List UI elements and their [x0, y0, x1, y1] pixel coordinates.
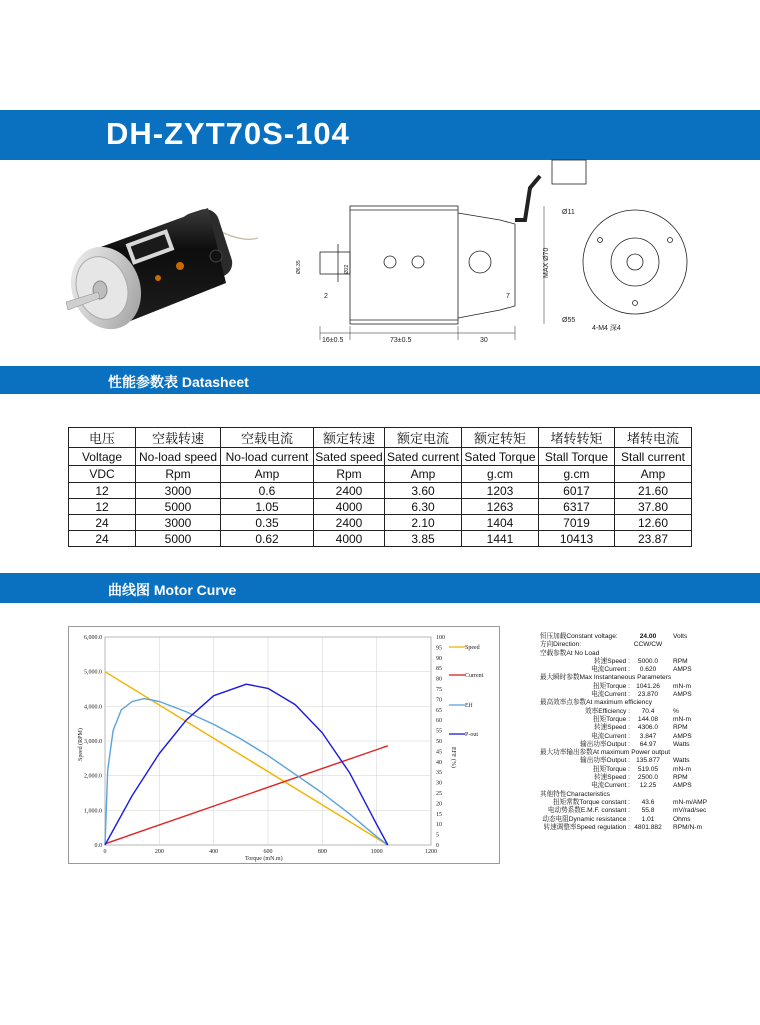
table-cell: 2400 — [314, 483, 385, 499]
header-cell: Sated speed — [315, 449, 383, 464]
legend-label: Current — [465, 673, 484, 679]
table-cell: 6017 — [539, 483, 615, 499]
param-value: 4801.882 — [634, 823, 662, 831]
header-cell: Stall Torque — [539, 448, 615, 466]
x-tick-label: 600 — [263, 849, 273, 855]
y2-tick-label: 65 — [436, 707, 442, 714]
y2-tick-label: 80 — [436, 676, 442, 683]
param-value: 519.05 — [637, 765, 659, 773]
param-label: 恒压加载Constant voltage: — [540, 633, 618, 640]
header-cell: No-load current — [221, 448, 314, 466]
param-row — [540, 816, 750, 824]
y-tick-label: 1,000.0 — [84, 808, 102, 815]
motor-photo — [58, 188, 258, 348]
param-label: 扭矩Torque : — [592, 682, 630, 690]
param-label: 输出功率Output : — [580, 740, 630, 748]
table-cell: 0.6 — [221, 483, 314, 499]
table-cell: 6.30 — [385, 499, 462, 515]
unit-cell: g.cm — [462, 466, 539, 483]
param-unit: AMPS — [673, 666, 692, 674]
header-cell: 空载电流 — [221, 428, 314, 448]
table-row — [69, 483, 692, 499]
unit-cell: VDC — [69, 466, 136, 483]
table-cell: 1263 — [462, 499, 539, 515]
motor-curve-heading: 曲线图 Motor Curve — [108, 582, 237, 598]
dim-bolt-circle: Ø55 — [562, 317, 576, 324]
x-axis-label: Torque (mN.m) — [245, 856, 283, 862]
dim-shaft-dia: Ø6.35 — [296, 260, 302, 274]
y2-tick-label: 30 — [436, 780, 442, 787]
table-cell: 1404 — [462, 515, 539, 531]
table-cell: 3000 — [136, 483, 221, 499]
param-unit: RPM/N-m — [673, 823, 702, 831]
header-cell: 额定转速 — [314, 428, 385, 448]
param-row — [540, 741, 750, 749]
table-cell: 12.60 — [615, 515, 692, 531]
param-label: 电流Current : — [591, 691, 630, 699]
param-row — [540, 699, 750, 707]
param-value: 70.4 — [641, 707, 655, 715]
table-header-cn — [69, 428, 692, 448]
param-label: 输出功率Output : — [580, 757, 630, 765]
param-row — [540, 716, 750, 724]
table-cell: 0.35 — [221, 515, 314, 531]
unit-cell: Amp — [615, 466, 692, 483]
param-unit: AMPS — [673, 732, 692, 740]
param-row — [540, 782, 750, 790]
param-row — [540, 641, 750, 649]
y2-tick-label: 0 — [436, 843, 439, 849]
unit-cell: Amp — [221, 466, 314, 483]
y2-tick-label: 75 — [436, 687, 442, 693]
table-cell: 2.10 — [385, 515, 462, 531]
param-unit: % — [673, 707, 679, 715]
y2-tick-label: 35 — [436, 770, 442, 777]
y2-tick-label: 40 — [436, 759, 442, 766]
y-tick-label: 6,000.0 — [84, 635, 102, 641]
param-label: 动态电阻Dynamic resistance : — [542, 815, 630, 823]
param-label: 扭矩Torque : — [592, 765, 630, 773]
param-label: 转速Speed : — [594, 724, 630, 732]
param-label: 扭矩常数Torque constant : — [553, 798, 630, 806]
param-row — [540, 757, 750, 765]
param-label: 效率Efficiency : — [585, 707, 630, 715]
motor-curve-chart — [68, 626, 500, 864]
param-unit: mN-m — [673, 682, 691, 690]
table-cell: 2400 — [314, 515, 385, 531]
header-cell: Sated current — [385, 448, 462, 466]
y2-tick-label: 85 — [436, 666, 442, 673]
title-band — [0, 110, 760, 160]
y-tick-label: 3,000.0 — [84, 739, 102, 745]
header-cell: 额定电流 — [385, 428, 462, 448]
dim-body: 73±0.5 — [390, 337, 412, 344]
unit-cell: Amp — [385, 466, 462, 483]
param-label: 电流Current : — [591, 782, 630, 790]
y2-tick-label: 50 — [436, 739, 442, 745]
dim-shaft: 16±0.5 — [322, 337, 344, 344]
table-row — [69, 515, 692, 531]
param-row — [540, 683, 750, 691]
dim-diameter: MAX Ø70 — [543, 247, 550, 278]
param-label: 扭矩Torque : — [592, 715, 630, 723]
param-unit: mN-m/AMP — [673, 798, 708, 806]
motor-parameters — [540, 633, 750, 832]
x-tick-label: 400 — [209, 849, 219, 855]
param-value: 23.870 — [637, 691, 659, 699]
technical-drawing — [290, 158, 710, 348]
y-tick-label: 4,000.0 — [84, 704, 102, 711]
header-cell: 额定转矩 — [462, 428, 539, 448]
table-row — [69, 499, 692, 515]
param-value: CCW/CW — [633, 641, 663, 649]
table-cell: 12 — [69, 499, 136, 515]
table-cell: 24 — [69, 515, 136, 531]
param-label: 最大功率输出参数At maximum Power output — [540, 749, 671, 757]
param-unit: RPM — [673, 724, 688, 732]
unit-cell: g.cm — [539, 466, 615, 483]
param-unit: mN-m — [673, 765, 691, 773]
param-label: 其他特性Characteristics — [540, 790, 610, 798]
param-unit: mN-m — [673, 715, 691, 723]
table-cell: 21.60 — [615, 483, 692, 499]
y-tick-label: 2,000.0 — [84, 773, 102, 780]
dim-rear: 30 — [480, 337, 488, 344]
y2-tick-label: 55 — [436, 728, 442, 735]
param-value: 0.620 — [639, 666, 657, 674]
param-row — [540, 658, 750, 666]
x-tick-label: 0 — [103, 849, 107, 855]
y2-tick-label: 5 — [436, 832, 439, 839]
header-cell: 堵转电流 — [615, 428, 692, 448]
param-label: 最高效率点参数At maximum efficiency — [540, 699, 652, 707]
table-cell: 1203 — [462, 483, 539, 499]
x-tick-label: 1200 — [425, 849, 437, 855]
table-cell: 23.87 — [615, 531, 692, 547]
table-cell: 6317 — [539, 499, 615, 515]
chart-svg — [69, 627, 499, 863]
param-value: 2500.0 — [637, 774, 659, 782]
param-unit: mV/rad/sec — [673, 807, 707, 815]
param-unit: AMPS — [673, 691, 692, 699]
param-unit: Volts — [673, 633, 688, 640]
table-cell: 24 — [69, 531, 136, 547]
param-label: 转速Speed : — [594, 774, 630, 782]
param-value: 5000.0 — [637, 657, 659, 665]
y2-tick-label: 20 — [436, 801, 442, 808]
param-unit: Ohms — [673, 815, 691, 823]
x-tick-label: 800 — [317, 849, 327, 855]
spec-table — [68, 427, 692, 547]
param-row — [540, 799, 750, 807]
table-cell: 4000 — [314, 531, 385, 547]
x-tick-label: 1000 — [370, 849, 383, 855]
y2-tick-label: 100 — [436, 635, 445, 641]
legend-label: P-out — [465, 732, 479, 738]
param-row — [540, 749, 750, 757]
param-value: 3.847 — [639, 732, 657, 740]
table-cell: 4000 — [314, 499, 385, 515]
param-label: 空载参数At No Load — [540, 649, 600, 657]
param-value: 43.6 — [641, 798, 655, 806]
param-value: 24.00 — [639, 633, 657, 640]
param-row — [540, 824, 750, 832]
param-row — [540, 807, 750, 815]
param-value: 12.25 — [639, 782, 657, 790]
y2-tick-label: 45 — [436, 749, 442, 756]
param-label: 转速Speed : — [594, 657, 630, 665]
y2-tick-label: 95 — [436, 645, 442, 652]
param-label: 最大瞬时参数Max Instantaneous Parameters — [540, 674, 672, 682]
x-tick-label: 200 — [154, 849, 164, 855]
param-label: 电流Current : — [591, 732, 630, 740]
header-cell: Stall current — [615, 448, 692, 466]
y2-tick-label: 60 — [436, 718, 442, 725]
y2-tick-label: 70 — [436, 697, 442, 704]
product-title: DH-ZYT70S-104 — [106, 116, 350, 151]
param-row — [540, 650, 750, 658]
table-cell: 37.80 — [615, 499, 692, 515]
header-cell: Sated Torque — [462, 448, 539, 466]
table-cell: 7019 — [539, 515, 615, 531]
param-row — [540, 774, 750, 782]
table-cell: 1.05 — [221, 499, 314, 515]
y2-tick-label: 90 — [436, 655, 442, 662]
param-row — [540, 674, 750, 682]
motor-curve-band — [0, 573, 760, 603]
param-value: 64.97 — [639, 740, 657, 748]
param-row — [540, 733, 750, 741]
param-value: 1.01 — [641, 815, 655, 823]
param-value: 135.877 — [636, 757, 660, 765]
header-cell: 堵转转矩 — [539, 428, 615, 448]
dim-2: 2 — [324, 293, 328, 300]
y-tick-label: 0.0 — [94, 843, 102, 849]
param-label: 转速调整率Speed regulation : — [543, 823, 630, 831]
dim-boss-dia: Ø22 — [344, 264, 350, 274]
param-value: 4306.0 — [637, 724, 659, 732]
table-cell: 12 — [69, 483, 136, 499]
y2-tick-label: 15 — [436, 811, 442, 818]
y2-axis-label: EFF (%) — [450, 747, 456, 768]
legend-label: Speed — [465, 645, 480, 651]
dim-7: 7 — [506, 293, 510, 300]
table-cell: 5000 — [136, 531, 221, 547]
table-cell: 3000 — [136, 515, 221, 531]
header-cell: 空载转速 — [136, 428, 221, 448]
param-label: 电流Current : — [591, 666, 630, 674]
param-value: 1041.26 — [636, 682, 660, 690]
table-cell: 0.62 — [221, 531, 314, 547]
param-label: 方向Direction: — [540, 641, 582, 649]
unit-cell: Rpm — [136, 466, 221, 483]
unit-cell: Rpm — [314, 466, 385, 483]
param-unit: AMPS — [673, 782, 692, 790]
param-row — [540, 724, 750, 732]
table-units — [69, 466, 692, 483]
y-tick-label: 5,000.0 — [84, 669, 102, 676]
dim-hub: Ø11 — [562, 209, 575, 216]
legend-label: Eff — [465, 703, 473, 709]
header-cell: No-load speed — [136, 448, 221, 466]
header-cell: 电压 — [69, 428, 136, 448]
y2-tick-label: 25 — [436, 791, 442, 797]
param-value: 55.8 — [641, 807, 655, 815]
y2-tick-label: 10 — [436, 822, 442, 829]
table-cell: 5000 — [136, 499, 221, 515]
header-cell: Voltage — [69, 448, 136, 466]
table-cell: 3.85 — [385, 531, 462, 547]
table-cell: 1441 — [462, 531, 539, 547]
table-row — [69, 531, 692, 547]
y-axis-label: Speed (RPM) — [78, 728, 84, 761]
param-row — [540, 766, 750, 774]
table-cell: 3.60 — [385, 483, 462, 499]
param-label: 电动势系数E.M.F. constant : — [547, 807, 630, 815]
param-unit: Watts — [673, 740, 690, 748]
param-unit: RPM — [673, 774, 688, 782]
dim-holes: 4-M4 深4 — [592, 325, 621, 332]
param-value: 144.08 — [637, 715, 659, 723]
param-row — [540, 708, 750, 716]
datasheet-band — [0, 366, 760, 394]
param-unit: Watts — [673, 757, 690, 765]
table-cell: 10413 — [539, 531, 615, 547]
param-unit: RPM — [673, 657, 688, 665]
table-header-en — [69, 448, 692, 466]
param-row — [540, 791, 750, 799]
datasheet-heading: 性能参数表 Datasheet — [108, 374, 249, 390]
